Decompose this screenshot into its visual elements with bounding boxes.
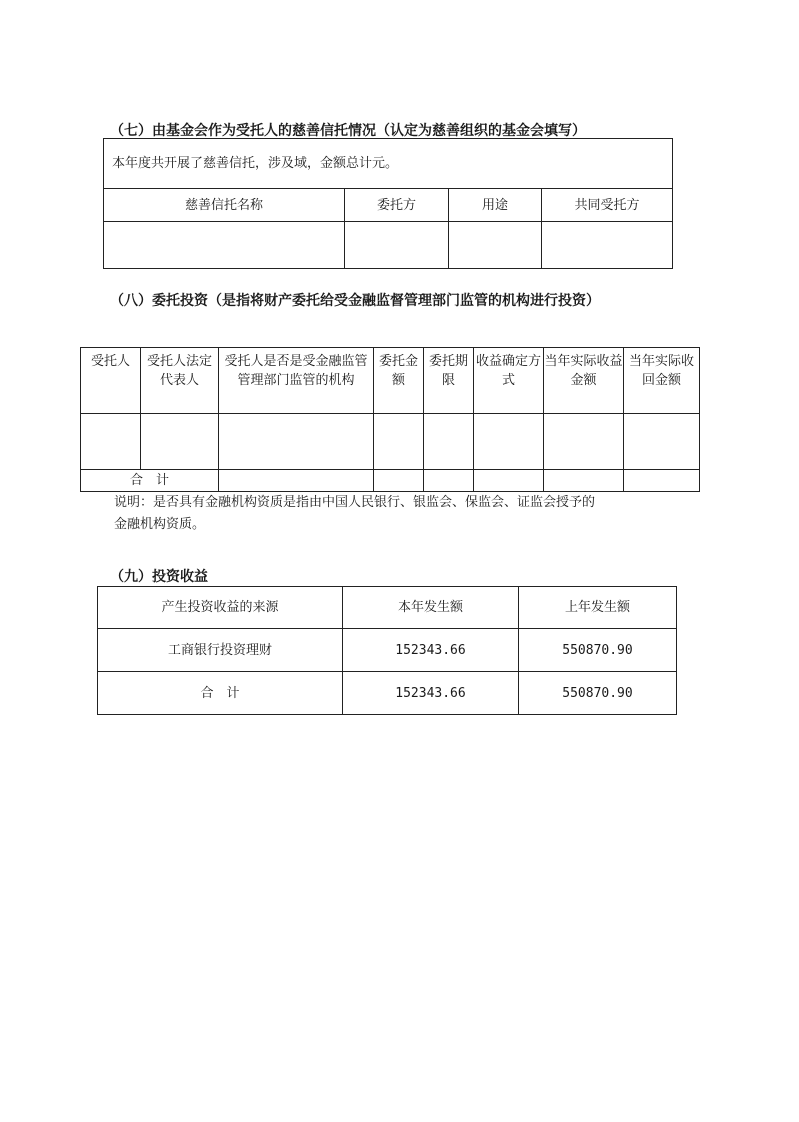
- table-cell: [624, 414, 700, 470]
- income-total-previous: 550870.90: [519, 672, 677, 715]
- table-cell: [424, 470, 474, 492]
- table-cell: [542, 222, 673, 269]
- charity-trust-table: [103, 138, 673, 269]
- investment-income-table: [97, 586, 677, 715]
- income-header-row: [98, 587, 677, 629]
- table-cell: [449, 222, 542, 269]
- header-entrusted-amount: 委托金额: [374, 348, 424, 414]
- header-entrusted-period: 委托期限: [424, 348, 474, 414]
- table-cell: [141, 414, 219, 470]
- table-cell: [374, 414, 424, 470]
- income-total-label: 合 计: [98, 672, 343, 715]
- charity-trust-empty-row: [104, 222, 673, 269]
- investment-total-label: 合 计: [81, 470, 219, 492]
- header-trust-name: 慈善信托名称: [104, 189, 345, 222]
- investment-note-line1: 说明：是否具有金融机构资质是指由中国人民银行、银监会、保监会、证监会授予的: [114, 495, 596, 510]
- section7-heading: （七）由基金会作为受托人的慈善信托情况（认定为慈善组织的基金会填写）: [110, 123, 586, 139]
- header-purpose: 用途: [449, 189, 542, 222]
- header-previous-year: 上年发生额: [519, 587, 677, 629]
- table-cell: [219, 414, 374, 470]
- header-income-source: 产生投资收益的来源: [98, 587, 343, 629]
- header-regulated-institution: 受托人是否是受金融监管管理部门监管的机构: [219, 348, 374, 414]
- header-trustee: 受托人: [81, 348, 141, 414]
- table-cell: [81, 414, 141, 470]
- table-cell: [345, 222, 449, 269]
- charity-trust-header-row: [104, 189, 673, 222]
- header-actual-income: 当年实际收益金额: [544, 348, 624, 414]
- investment-total-row: [81, 470, 700, 492]
- header-legal-representative: 受托人法定代表人: [141, 348, 219, 414]
- table-cell: [544, 414, 624, 470]
- header-current-year: 本年发生额: [343, 587, 519, 629]
- header-co-trustee: 共同受托方: [542, 189, 673, 222]
- charity-trust-summary: 本年度共开展了慈善信托，涉及域，金额总计元。: [104, 139, 673, 189]
- income-current: 152343.66: [343, 629, 519, 672]
- investment-empty-row: [81, 414, 700, 470]
- table-cell: [374, 470, 424, 492]
- table-cell: [624, 470, 700, 492]
- income-previous: 550870.90: [519, 629, 677, 672]
- header-entrusting-party: 委托方: [345, 189, 449, 222]
- section9-heading: （九）投资收益: [110, 569, 208, 585]
- table-cell: [474, 414, 544, 470]
- income-source: 工商银行投资理财: [98, 629, 343, 672]
- charity-trust-summary-row: [104, 139, 673, 189]
- entrusted-investment-table: [80, 347, 700, 492]
- investment-note-line2: 金融机构资质。: [114, 517, 206, 532]
- section8-heading: （八）委托投资（是指将财产委托给受金融监督管理部门监管的机构进行投资）: [110, 293, 600, 309]
- table-cell: [219, 470, 374, 492]
- income-total-row: [98, 672, 677, 715]
- table-cell: [474, 470, 544, 492]
- table-cell: [544, 470, 624, 492]
- investment-header-row: [81, 348, 700, 414]
- header-income-method: 收益确定方式: [474, 348, 544, 414]
- income-total-current: 152343.66: [343, 672, 519, 715]
- header-actual-recovered: 当年实际收回金额: [624, 348, 700, 414]
- table-cell: [424, 414, 474, 470]
- table-row: [98, 629, 677, 672]
- table-cell: [104, 222, 345, 269]
